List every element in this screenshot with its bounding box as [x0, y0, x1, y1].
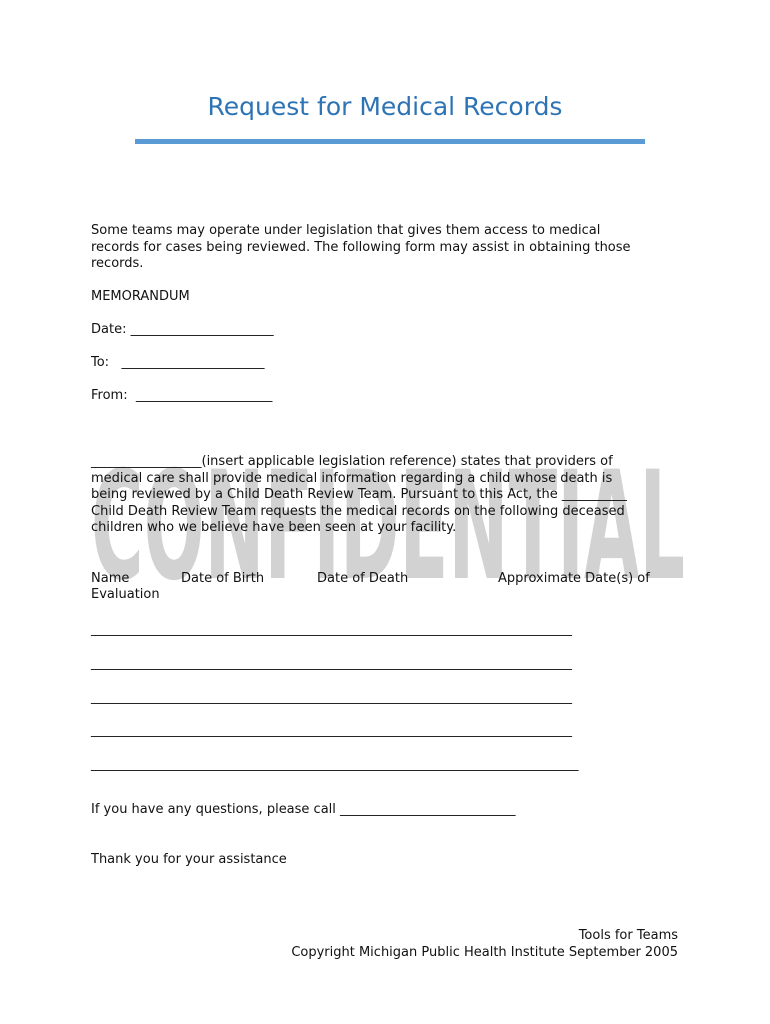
questions-line: If you have any questions, please call ___________________________: [91, 802, 516, 817]
title-divider: [135, 139, 645, 144]
column-date-of-birth: Date of Birth: [181, 571, 265, 586]
blank-entry-line: ___________________________________________________________________________: [91, 757, 579, 772]
watermark-text: CONFIDENTIAL: [91, 440, 685, 593]
body-paragraph: _________________(insert applicable legislation reference) states that providers of medical care shall provide medical information regarding a child whose death is being reviewed by a Child Death Review Team. Pursuant to this Act, the __________ Child Death Review Team requests the medical records on the following deceased children who we believe have been seen at your facility.: [91, 454, 627, 535]
footer-copyright: Copyright Michigan Public Health Institute September 2005: [291, 945, 678, 960]
date-field-line: Date: ______________________: [91, 322, 274, 337]
to-field-line: To: ______________________: [91, 355, 265, 370]
column-name: Name: [91, 571, 130, 586]
blank-entry-line: __________________________________________________________________________: [91, 656, 572, 671]
blank-entry-line: __________________________________________________________________________: [91, 723, 572, 738]
column-date-of-death: Date of Death: [317, 571, 409, 586]
thanks-text: Thank you for your assistance: [91, 852, 287, 867]
page-title: Request for Medical Records: [207, 92, 563, 121]
footer-tools-for-teams: Tools for Teams: [578, 928, 678, 943]
memorandum-label: MEMORANDUM: [91, 289, 190, 304]
from-field-line: From: _____________________: [91, 388, 273, 403]
column-evaluation: Evaluation: [91, 587, 160, 602]
intro-paragraph: Some teams may operate under legislation that gives them access to medical records for cases being reviewed. The following form may assist in obtaining those records.: [91, 223, 631, 271]
column-approximate-dates: Approximate Date(s) of: [498, 571, 650, 586]
blank-entry-line: __________________________________________________________________________: [91, 622, 572, 637]
blank-entry-line: __________________________________________________________________________: [91, 690, 572, 705]
